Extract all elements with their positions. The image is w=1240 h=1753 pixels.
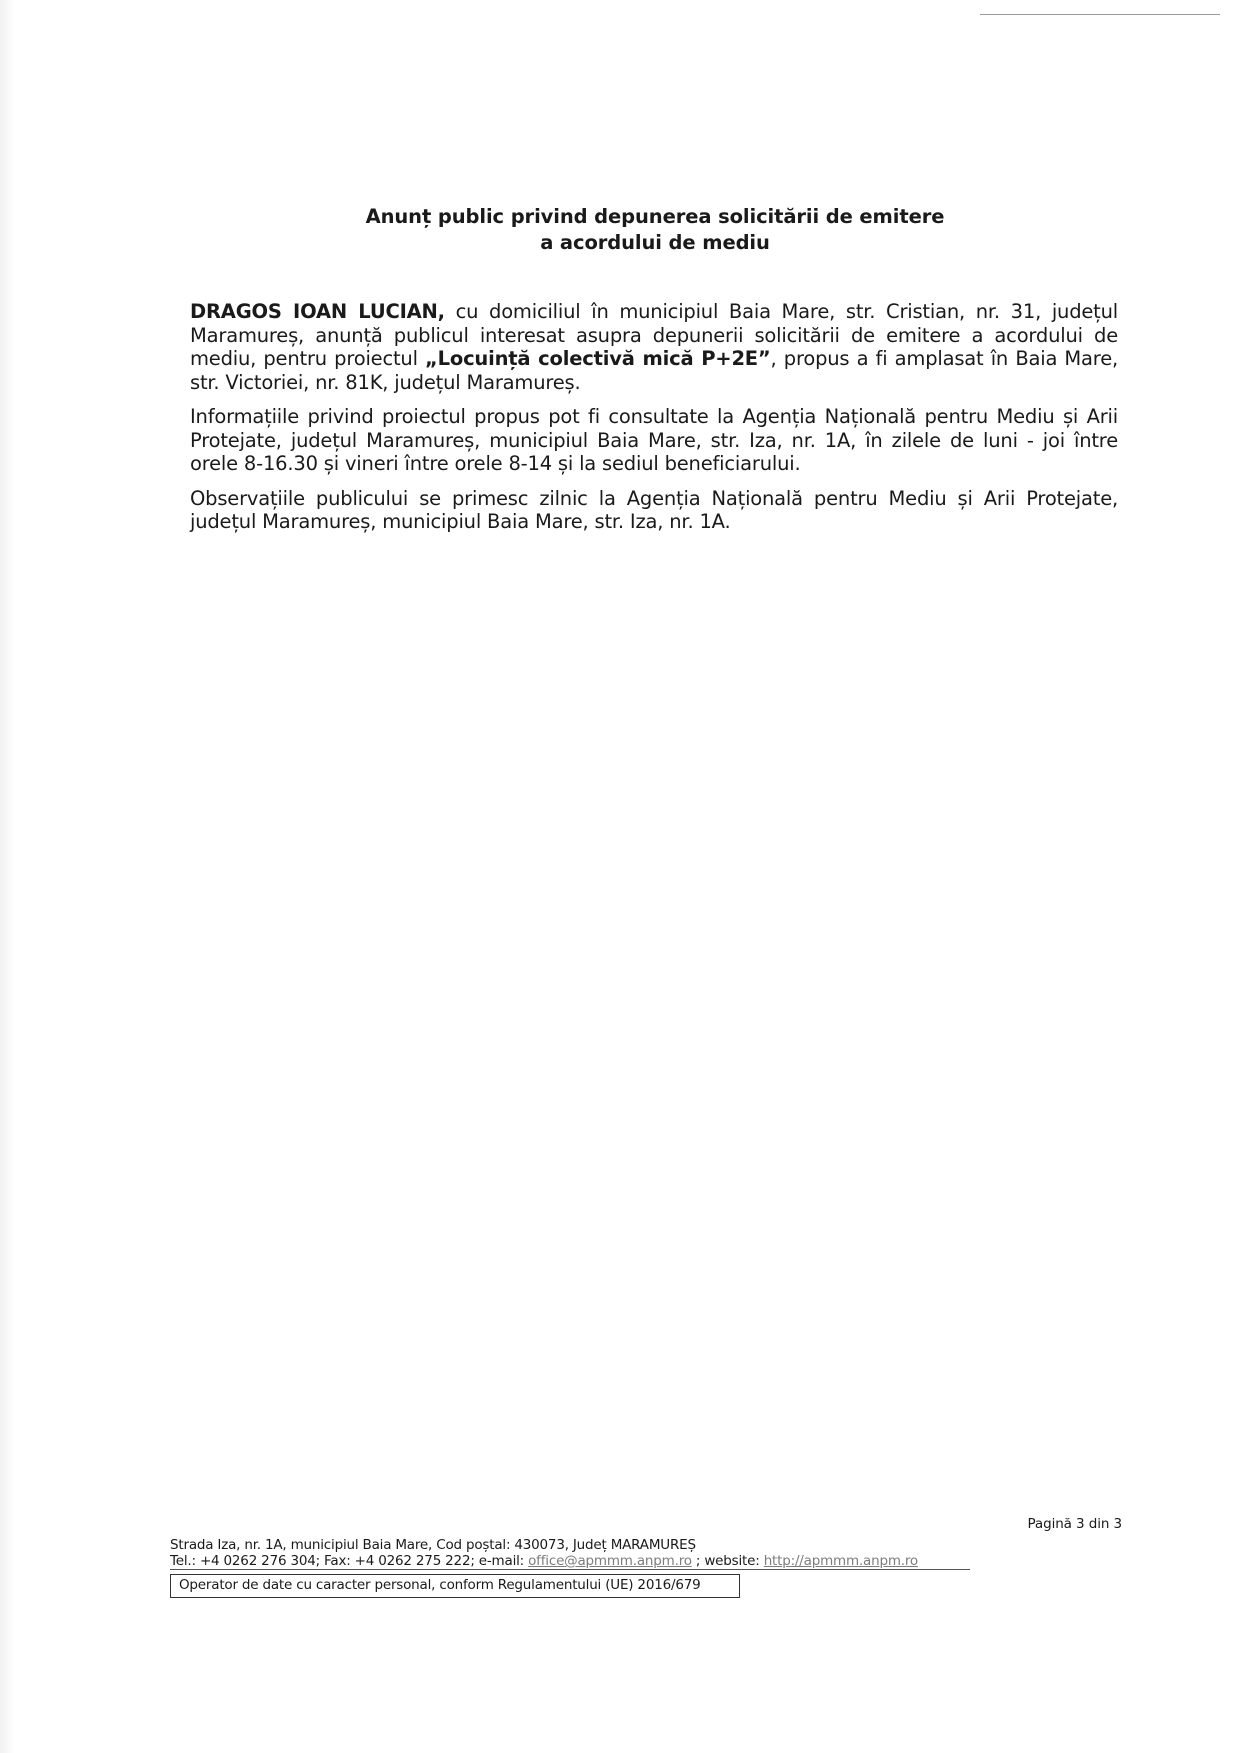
paragraph-observations: Observațiile publicului se primesc zilnic la Agenția Națională pentru Mediu și Arii Protejate, județul Maramureș, municipiul Baia Mare, str. Iza, nr. 1A. xyxy=(190,486,1118,533)
announcement-title xyxy=(190,204,1120,256)
footer xyxy=(170,1537,1070,1598)
gdpr-notice-box: Operator de date cu caracter personal, conform Regulamentului (UE) 2016/679 xyxy=(170,1574,740,1598)
footer-phone-fax: Tel.: +4 0262 276 304; Fax: +4 0262 275 222; e-mail: xyxy=(170,1553,529,1569)
footer-website-link[interactable]: http://apmmm.anpm.ro xyxy=(763,1553,918,1569)
project-name: „Locuință colectivă mică P+2E” xyxy=(425,347,771,370)
paragraph-consultation: Informațiile privind proiectul propus pot fi consultate la Agenția Națională pentru Mediu și Arii Protejate, județul Maramureș, municipiul Baia Mare, str. Iza, nr. 1A, în zilele de luni - joi între orele 8-16.30 și vineri între orele 8-14 și la sediul beneficiarului. xyxy=(190,405,1118,475)
footer-website-label: ; website: xyxy=(691,1553,764,1569)
top-rule xyxy=(980,14,1220,15)
applicant-name: DRAGOS IOAN LUCIAN, xyxy=(190,300,445,323)
announcement-body xyxy=(190,300,1118,545)
title-line-1: Anunț public privind depunerea solicitării de emitere xyxy=(365,205,945,228)
footer-email-link[interactable]: office@apmmm.anpm.ro xyxy=(528,1553,692,1569)
scan-edge-shadow xyxy=(0,0,14,1753)
applicant-details: cu domiciliul în municipiul Baia Mare, str. Cristian, nr. 31, județul Maramureș, anunță publicul interesat asupra depunerii solicitării de emitere a acordului de mediu, pentru proiectul xyxy=(190,300,1118,370)
footer-address: Strada Iza, nr. 1A, municipiul Baia Mare, Cod poștal: 430073, Județ MARAMUREȘ xyxy=(170,1537,696,1553)
footer-rule xyxy=(170,1569,970,1570)
project-location: , propus a fi amplasat în Baia Mare, str. Victoriei, nr. 81K, județul Maramureș. xyxy=(190,347,1118,394)
paragraph-applicant xyxy=(190,300,1118,394)
title-line-2: a acordului de mediu xyxy=(540,231,770,254)
footer-contact xyxy=(170,1553,1070,1569)
page-number: Pagină 3 din 3 xyxy=(1027,1516,1122,1532)
